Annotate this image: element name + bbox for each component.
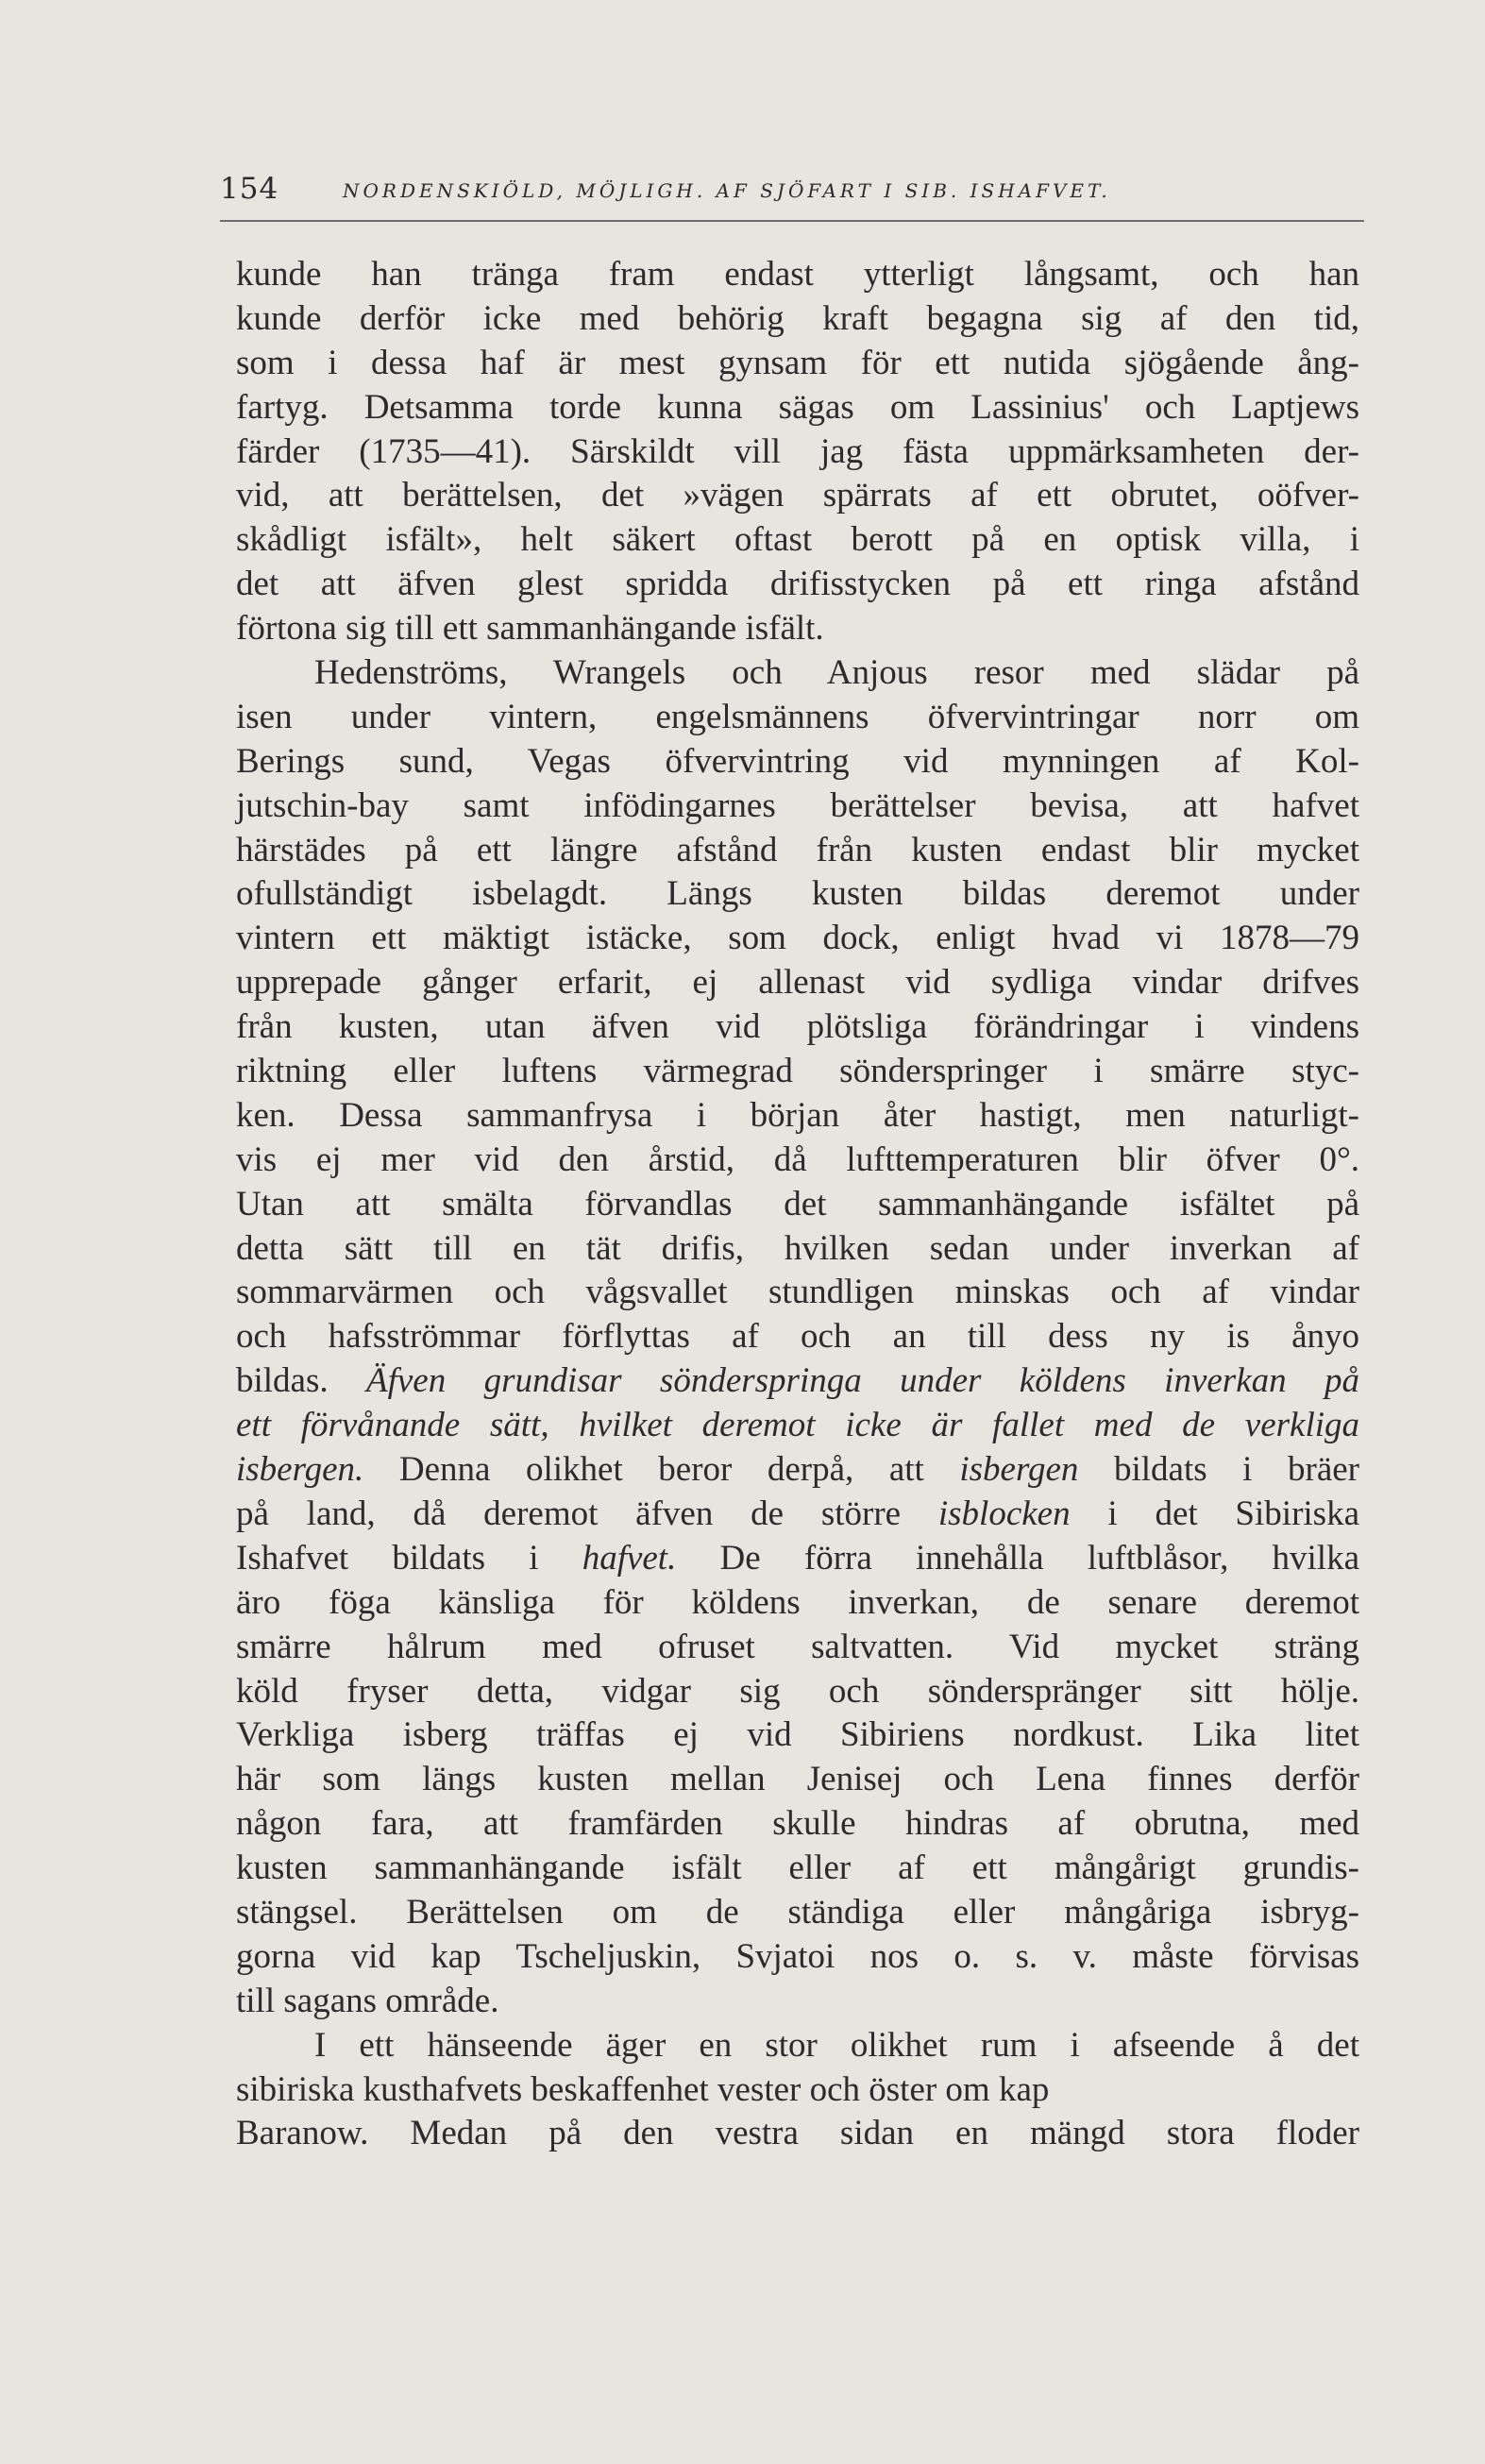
text-segment: vintern ett mäktigt istäcke, som dock, enligt hvad vi 1878—79 (236, 919, 1359, 958)
text-segment: förtona sig till ett sammanhängande isfält. (236, 609, 824, 649)
text-line (236, 1891, 1359, 1935)
text-line (236, 961, 1359, 1005)
running-header (220, 168, 1367, 215)
text-line (236, 696, 1359, 740)
text-line (236, 1713, 1359, 1758)
text-segment: skådligt isfält», helt säkert oftast berott på en optisk villa, i (236, 520, 1359, 560)
text-segment: Ishafvet bildats i (236, 1538, 582, 1578)
text-segment: bildas. (236, 1361, 366, 1401)
text-segment: på land, då deremot äfven de större (236, 1494, 938, 1533)
text-segment: De förra innehålla luftblåsor, hvilka (676, 1538, 1359, 1578)
body-text (236, 253, 1359, 2156)
text-segment: Verkliga isberg träffas ej vid Sibiriens nordkust. Lika litet (236, 1715, 1359, 1755)
text-segment: fartyg. Detsamma torde kunna sägas om Lassinius' och Laptjews (236, 387, 1359, 427)
text-line (236, 1980, 1359, 2024)
text-line (236, 1183, 1359, 1227)
text-line (236, 1227, 1359, 1272)
italic-text-segment: hafvet. (582, 1538, 677, 1578)
italic-text-segment: Äfven grundisar sönderspringa under köldens inverkan på (366, 1361, 1359, 1401)
text-segment: det att äfven glest spridda drifisstycken på ett ringa afstånd (236, 565, 1359, 604)
text-line (236, 297, 1359, 342)
page-number: 154 (220, 172, 279, 206)
text-segment: och hafsströmmar förflyttas af och an till dess ny is ånyo (236, 1317, 1359, 1357)
italic-text-segment: isbergen (959, 1450, 1079, 1490)
text-line (236, 430, 1359, 475)
text-line (236, 1935, 1359, 1980)
text-line (236, 651, 1359, 696)
text-segment: någon fara, att framfärden skulle hindras af obrutna, med (236, 1804, 1359, 1844)
text-line (236, 740, 1359, 785)
italic-text-segment: isbergen. (236, 1450, 364, 1490)
text-line (236, 2024, 1359, 2068)
text-line (236, 2068, 1359, 2113)
text-segment: Hedenströms, Wrangels och Anjous resor med slädar på (314, 653, 1359, 693)
text-line (236, 563, 1359, 607)
header-rule (220, 220, 1364, 222)
text-segment: vis ej mer vid den årstid, då lufttemperaturen blir öfver 0°. (236, 1139, 1359, 1179)
text-line (236, 1094, 1359, 1139)
text-line (236, 2112, 1359, 2156)
text-line (236, 1758, 1359, 1802)
text-line (236, 872, 1359, 917)
text-segment: ofullständigt isbelagdt. Längs kusten bildas deremot under (236, 874, 1359, 914)
text-segment: köld fryser detta, vidgar sig och sönderspränger sitt hölje. (236, 1671, 1359, 1711)
text-line (236, 829, 1359, 873)
text-segment: i det Sibiriska (1070, 1494, 1359, 1533)
text-segment: riktning eller luftens värmegrad sönderspringer i smärre styc- (236, 1052, 1359, 1091)
italic-text-segment: isblocken (937, 1494, 1071, 1533)
text-segment: här som längs kusten mellan Jenisej och Lena finnes derför (236, 1760, 1359, 1799)
text-segment: som i dessa haf är mest gynsam för ett nutida sjögående ång- (236, 343, 1359, 382)
text-line (236, 1359, 1359, 1404)
text-line (236, 518, 1359, 563)
text-line (236, 785, 1359, 829)
text-segment: Baranow. Medan på den vestra sidan en mängd stora floder (236, 2114, 1359, 2153)
text-segment: kunde derför icke med behörig kraft begagna sig af den tid, (236, 298, 1359, 338)
text-line (236, 1493, 1359, 1537)
text-segment: sommarvärmen och vågsvallet stundligen minskas och af vindar (236, 1273, 1359, 1312)
text-segment: gorna vid kap Tscheljuskin, Svjatoi nos o. s. v. måste förvisas (236, 1936, 1359, 1976)
text-segment: äro föga känsliga för köldens inverkan, de senare deremot (236, 1582, 1359, 1622)
text-line (236, 474, 1359, 518)
text-line (236, 1050, 1359, 1094)
text-line (236, 917, 1359, 961)
text-segment: stängsel. Berättelsen om de ständiga eller mångåriga isbryg- (236, 1892, 1359, 1932)
text-line (236, 1005, 1359, 1050)
text-segment: färder (1735—41). Särskildt vill jag fästa uppmärksamheten der- (236, 431, 1359, 471)
text-segment: härstädes på ett längre afstånd från kusten endast blir mycket (236, 830, 1359, 869)
text-segment: till sagans område. (236, 1981, 499, 2020)
text-segment: Utan att smälta förvandlas det sammanhängande isfältet på (236, 1184, 1359, 1224)
text-segment: I ett hänseende äger en stor olikhet rum i afseende å det (314, 2025, 1359, 2065)
text-line (236, 1315, 1359, 1359)
text-line (236, 1670, 1359, 1714)
text-segment: detta sätt till en tät drifis, hvilken sedan under inverkan af (236, 1228, 1359, 1268)
text-segment: Denna olikhet beror derpå, att (363, 1450, 960, 1490)
text-segment: smärre hålrum med ofruset saltvatten. Vid mycket sträng (236, 1627, 1359, 1666)
text-segment: vid, att berättelsen, det »vägen spärrats af ett obrutet, oöfver- (236, 476, 1359, 515)
text-segment: isen under vintern, engelsmännens öfvervintringar norr om (236, 697, 1359, 736)
text-segment: sibiriska kusthafvets beskaffenhet vester och öster om kap (236, 2069, 1050, 2109)
running-title: NORDENSKIÖLD, MÖJLIGH. AF SJÖFART I SIB. ISHAFVET. (343, 179, 1111, 202)
text-line (236, 386, 1359, 430)
italic-text-segment: ett förvånande sätt, hvilket deremot icke är fallet med de verkliga (236, 1406, 1359, 1445)
text-line (236, 1581, 1359, 1626)
text-line (236, 1404, 1359, 1448)
text-segment: jutschin-bay samt infödingarnes berättelser bevisa, att hafvet (236, 785, 1359, 825)
text-line (236, 1626, 1359, 1670)
text-line (236, 1139, 1359, 1183)
text-line (236, 1271, 1359, 1315)
text-segment: ken. Dessa sammanfrysa i början åter hastigt, men naturligt- (236, 1095, 1359, 1135)
text-segment: Berings sund, Vegas öfvervintring vid mynningen af Kol- (236, 741, 1359, 781)
text-segment: kusten sammanhängande isfält eller af ett mångårigt grundis- (236, 1848, 1359, 1888)
text-segment: bildats i bräer (1078, 1450, 1359, 1490)
text-line (236, 1537, 1359, 1581)
text-line (236, 1448, 1359, 1493)
text-segment: från kusten, utan äfven vid plötsliga förändringar i vindens (236, 1007, 1359, 1047)
text-line (236, 1802, 1359, 1847)
text-line (236, 253, 1359, 297)
text-line (236, 607, 1359, 651)
text-line (236, 1847, 1359, 1891)
text-segment: kunde han tränga fram endast ytterligt långsamt, och han (236, 255, 1359, 294)
text-line (236, 342, 1359, 386)
text-segment: upprepade gånger erfarit, ej allenast vid sydliga vindar drifves (236, 963, 1359, 1003)
